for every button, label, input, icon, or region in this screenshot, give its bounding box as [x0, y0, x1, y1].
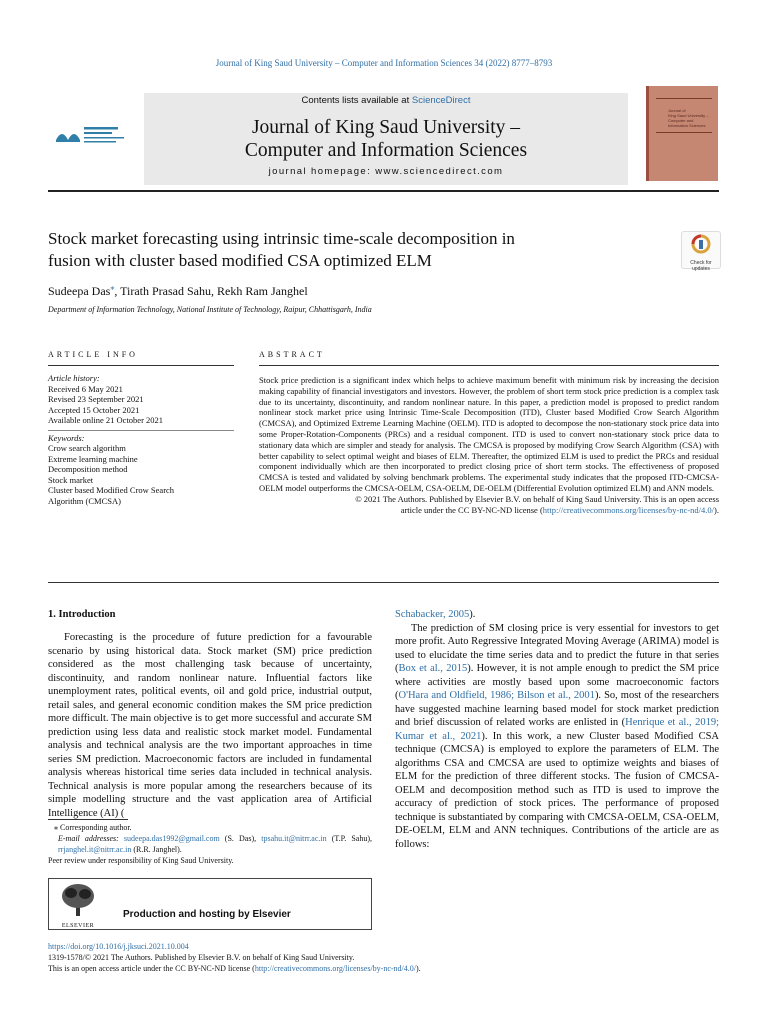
sciencedirect-link[interactable]: ScienceDirect: [411, 95, 471, 106]
abstract-copyright: [259, 494, 719, 516]
abstract-rule: [259, 365, 719, 366]
article-info-rule: [48, 365, 234, 366]
keywords-divider: [48, 430, 234, 431]
copyright-line2-text: article under the CC BY-NC-ND license (: [400, 504, 543, 515]
email-name3: (R.R. Janghel).: [131, 845, 182, 854]
cover-line2: King Saud University –: [668, 113, 709, 118]
copyright-line2: [259, 505, 719, 516]
citation-schabacker[interactable]: Schabacker, 2005: [395, 609, 470, 620]
paper-title: [48, 228, 638, 272]
history-received: Received 6 May 2021: [48, 383, 123, 394]
author-list: [48, 283, 308, 299]
cover-line1: Journal of: [668, 108, 686, 113]
col2-text1: ).: [469, 609, 476, 620]
journal-citation: Journal of King Saud University – Computer and Information Sciences 34 (2022) 8777–8793: [215, 58, 553, 68]
introduction-heading: 1. Introduction: [48, 609, 116, 620]
copyright-line1: © 2021 The Authors. Published by Elsevier B.V. on behalf of King Saud University. This is an open access: [355, 493, 719, 504]
email-sahu[interactable]: tpsahu.it@nitrr.ac.in: [261, 834, 327, 843]
homepage-prefix: journal homepage:: [268, 166, 376, 177]
king-saud-university-logo: [48, 118, 132, 152]
contents-line: [144, 95, 628, 106]
col2-text2a: The prediction of SM closing price is very essential for investors to get more profit. Auto Regressive Integrated Moving Average (ARIMA) model is used to elucidate the time series data and to predict the future in that series (: [395, 622, 719, 674]
history-label: Article history:: [48, 373, 100, 383]
oa-end: ).: [416, 964, 421, 973]
citation-henrique[interactable]: Henrique et al., 2019; Kumar et al., 2021: [395, 717, 719, 742]
journal-title-line2: Computer and Information Sciences: [244, 140, 528, 161]
history-online: Available online 21 October 2021: [48, 415, 164, 425]
keyword-item: Crow search algorithm: [48, 443, 126, 453]
intro-column-2: [395, 608, 719, 851]
author-das: Sudeepa Das: [48, 284, 111, 298]
corresponding-label: Corresponding author.: [58, 823, 132, 832]
article-info: [48, 373, 234, 506]
citation-box[interactable]: Box et al., 2015: [398, 663, 468, 674]
keyword-item: Decomposition method: [48, 464, 128, 474]
authors-rest: , Tirath Prasad Sahu, Rekh Ram Janghel: [114, 284, 308, 298]
keyword-item: Cluster based Modified Crow Search: [48, 485, 175, 495]
col2-text2b: ). However, it is not ample enough to predict the SM price where activities are mostly based upon some macroeconomic factors (: [395, 663, 720, 701]
license-link[interactable]: http://creativecommons.org/licenses/by-nc-nd/4.0/: [542, 504, 715, 515]
abstract-heading: ABSTRACT: [259, 350, 325, 359]
check-updates-icon: [682, 232, 720, 256]
elsevier-tree-icon: [56, 882, 100, 918]
copyright-end: ).: [714, 504, 719, 515]
doi-link[interactable]: https://doi.org/10.1016/j.jksuci.2021.10.004: [48, 942, 189, 951]
email-name1: (S. Das),: [219, 834, 262, 843]
paper-title-line1: Stock market forecasting using intrinsic time-scale decomposition in: [48, 229, 515, 248]
hosting-text: Production and hosting by Elsevier: [123, 909, 291, 920]
journal-title: [144, 116, 628, 162]
elsevier-wordmark: ELSEVIER: [61, 923, 95, 929]
badge-line2: updates: [692, 265, 710, 272]
footnote-rule: [48, 819, 128, 820]
issn-line: 1319-1578/© 2021 The Authors. Published by Elsevier B.V. on behalf of King Saud University.: [48, 953, 355, 962]
footnote-mark: ⁎: [54, 823, 58, 832]
col2-text2d: ). In this work, a new Cluster based Modified CSA technique (CMCSA) is employed to explore the parameters of ELM. The algorithms CSA and CMCSA are used to optimize weights and biases of ELM for the prediction of three different stocks. The fusion of CMCSA-OELM and decomposition method such as ITD is used to improve the accuracy of prediction of stock prices. The performance of proposed technique is substantiated by comparing with CMCSA-OELM, CSA-OELM, DE-OELM, ELM and ANN techniques. Contributions of the article are as follows:: [395, 730, 720, 850]
abstract-text: Stock price prediction is a significant index which helps to achieve maximum benefit with minimum risk by increasing the decision making capability of financial investigators and investors. However, the problem of short term stock price prediction is a complex task due to its uncertainty, discontinuity, and random nonlinear nature. In this paper, a prediction model is proposed to predict random nonlinear stock market price using Intrinsic Time-Scale Decomposition (ITD), Cluster based Modified Crow Search Algorithm (CMCSA), and Optimized Extreme Learning Machine (OELM). ITD is adopted to decompose the non-stationary stock price data into some Proper-Rotation-Components (PRCs) and a residual component. ITD is used to convert non-stationary stock price data to stationary data which are simpler and steady for analysis. The CMCSA is proposed by modifying Crow Search Algorithm (CSA) with better capability to select optimal weight and biases of ELM. Thereafter, the optimized ELM is used to predict the PRCs and residual component individually which are then incorporated to predict closing price of short term stocks. The effectiveness of proposed CMCSA is tested and validated by solving benchmark problems. The experimental study indicates that the proposed ITD-CMCSA-OELM model outperforms the CMCSA-OELM, CSA-OELM, DE-OELM (Differential Evolution optimized ELM) and ANN models.: [259, 375, 719, 493]
oa-prefix: This is an open access article under the CC BY-NC-ND license (: [48, 964, 255, 973]
col2-text2c: ). So, most of the researchers have suggested machine learning based model for stock market prediction and brief discussion of related works are enlisted in (: [395, 690, 720, 728]
footnote: [48, 822, 372, 866]
open-access-line: [48, 963, 719, 974]
email-das[interactable]: sudeepa.das1992@gmail.com: [123, 834, 220, 843]
keyword-item: Extreme learning machine: [48, 453, 138, 464]
peer-review-note: Peer review under responsibility of King Saud University.: [48, 856, 234, 865]
keywords-label: Keywords:: [48, 432, 85, 443]
email-janghel[interactable]: rrjanghel.it@nitrr.ac.in: [58, 845, 132, 854]
history-accepted: Accepted 15 October 2021: [48, 404, 140, 415]
contents-prefix: Contents lists available at: [301, 95, 412, 106]
keyword-item: Algorithm (CMCSA): [48, 495, 121, 506]
check-for-updates-badge[interactable]: [681, 231, 721, 272]
corresponding-author-mark[interactable]: ⁎: [110, 283, 115, 292]
citation-ohara[interactable]: O'Hara and Oldfield, 1986; Bilson et al., 2001: [398, 690, 595, 701]
abstract-bottom-rule: [48, 582, 719, 583]
badge-line1: Check for: [690, 260, 712, 266]
bottom-info: [48, 941, 719, 974]
affiliation: Department of Information Technology, National Institute of Technology, Raipur, Chhattisgarh, India: [48, 305, 372, 314]
paper-title-line2: fusion with cluster based modified CSA optimized ELM: [48, 251, 432, 270]
journal-homepage: [144, 166, 628, 177]
journal-title-line1: Journal of King Saud University –: [251, 117, 521, 138]
abstract-body: [259, 375, 719, 515]
homepage-url[interactable]: www.sciencedirect.com: [375, 166, 504, 177]
article-info-heading: ARTICLE INFO: [48, 350, 138, 359]
intro-column-1: Forecasting is the procedure of future prediction for a favourable scenario by using historical data. Stock market (SM) price prediction considered as the most challenging task because of uncertainty, discontinuity, and random nonlinear nature. Influential factors like unemployment rates, political events, oil and gold price, industrial output, retail sales, and general economic condition makes the SM price prediction more difficult. The main objective is to get more successful and accurate SM prediction using less data and realistic stock market model. Fundamental analysis and technical analysis are the two important approaches in time series SM prediction. Macroeconomic factors are included in fundamental analysis whereas historical time series data included in technical analysis. Technical analysis is more popular among the researchers because of its simple modelling structure and the vast application area of Artificial Intelligence (AI) (: [48, 632, 372, 819]
header-rule: [48, 190, 719, 192]
journal-cover-image: [646, 86, 718, 181]
cover-line4: Information Sciences: [668, 123, 706, 128]
oa-license-link[interactable]: http://creativecommons.org/licenses/by-nc-nd/4.0/: [254, 964, 416, 973]
email-name2: (T.P. Sahu),: [326, 834, 373, 843]
history-revised: Revised 23 September 2021: [48, 394, 144, 404]
elsevier-logo: [56, 882, 100, 929]
email-label: E-mail addresses:: [58, 834, 124, 843]
keyword-item: Stock market: [48, 474, 94, 485]
cover-line3: Computer and: [668, 118, 694, 123]
